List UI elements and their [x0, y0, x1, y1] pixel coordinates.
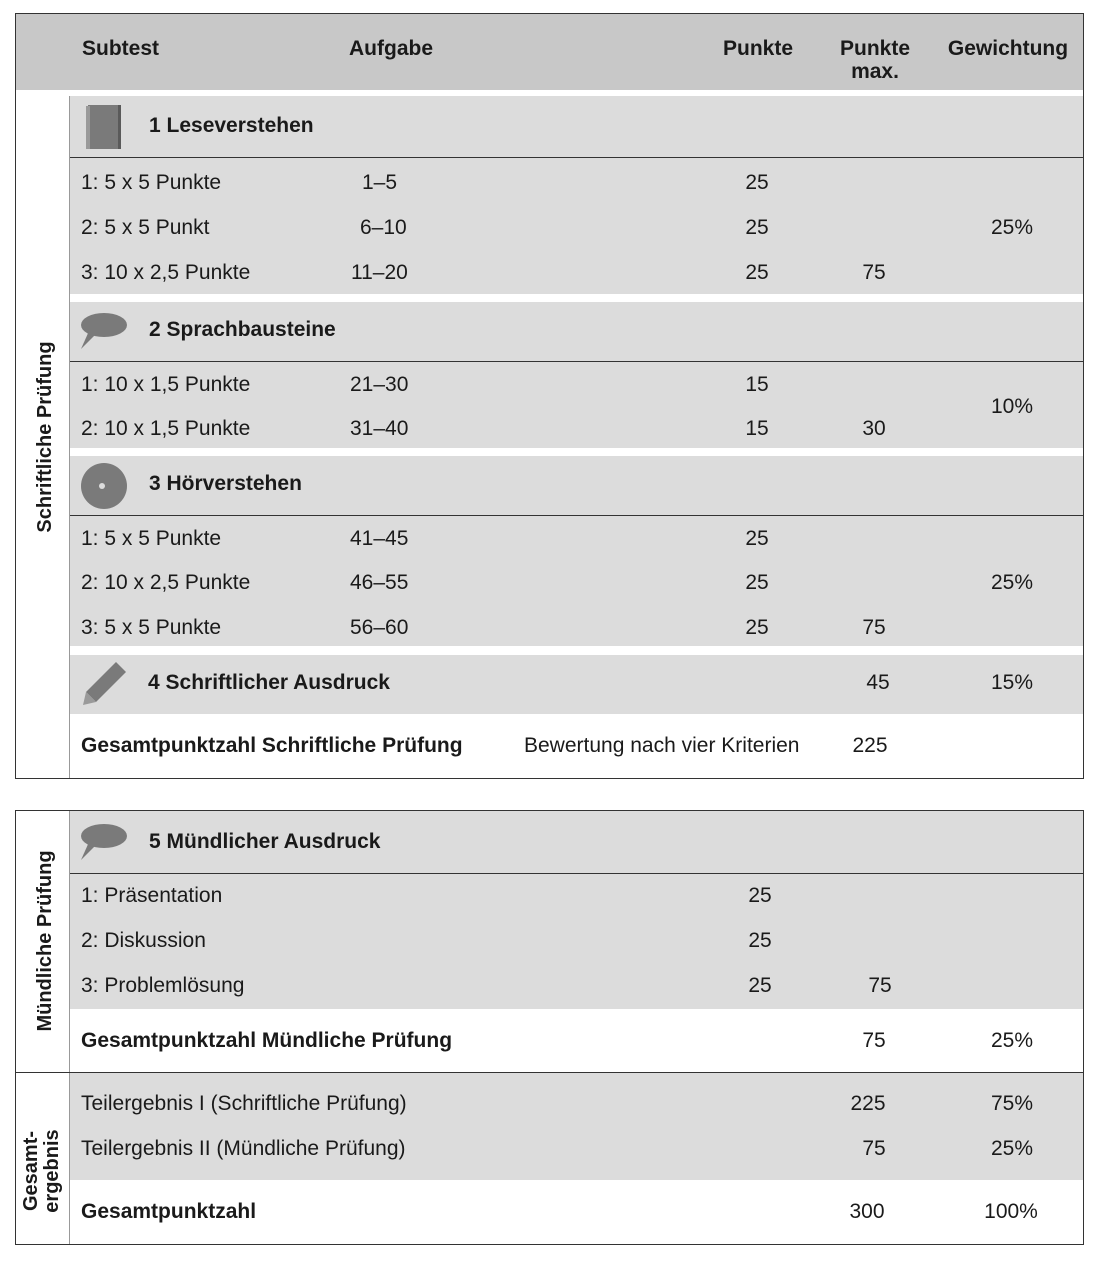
section-divider [70, 361, 1083, 362]
row-punkte: 25 [745, 216, 769, 239]
teilergebnis-row-gewichtung: 75% [990, 1092, 1034, 1115]
header-punkte: Punkte [722, 37, 793, 60]
row-subtest: 3: 5 x 5 Punkte [81, 616, 222, 639]
speech-bubble-icon [79, 822, 129, 862]
row-punkte: 25 [748, 884, 772, 907]
side-label-oral: Mündliche Prüfung [34, 850, 56, 1032]
section-divider [70, 515, 1083, 516]
speech-bubble-icon [79, 311, 129, 351]
side-label-total [21, 1106, 69, 1236]
cd-icon [80, 462, 128, 510]
row-punkte: 15 [745, 417, 769, 440]
section-title-hoerverstehen: 3 Hörverstehen [149, 472, 302, 495]
section-divider [70, 873, 1083, 874]
teilergebnis-row-label: Teilergebnis I (Schriftliche Prüfung) [81, 1092, 407, 1115]
grand-total-value: 300 [849, 1200, 885, 1223]
row-subtest: 1: 10 x 1,5 Punkte [81, 373, 251, 396]
section-title-leseverstehen: 1 Leseverstehen [149, 114, 314, 137]
total-oral-value: 75 [862, 1029, 886, 1052]
section-max: 75 [862, 616, 886, 639]
row-subtest: 2: Diskussion [81, 929, 206, 952]
row-punkte: 25 [748, 974, 772, 997]
pencil-icon [82, 660, 128, 706]
row-punkte: 25 [745, 171, 769, 194]
section-max: 75 [868, 974, 892, 997]
section-max: 30 [862, 417, 886, 440]
row-aufgabe: 1–5 [362, 171, 398, 194]
row-subtest: 2: 10 x 1,5 Punkte [81, 417, 251, 440]
section-gewichtung: 10% [990, 395, 1034, 418]
row-punkte: 15 [745, 373, 769, 396]
section-title-muendlich: 5 Mündlicher Ausdruck [149, 830, 381, 853]
row-aufgabe: 56–60 [350, 616, 409, 639]
row-aufgabe: 21–30 [350, 373, 409, 396]
row-aufgabe: 11–20 [351, 261, 408, 284]
row-subtest: 3: Problemlösung [81, 974, 245, 997]
side-label-total-line1: Gesamt- [20, 1130, 42, 1212]
side-label-written: Schriftliche Prüfung [34, 341, 56, 533]
grand-total-gewichtung: 100% [984, 1200, 1038, 1223]
row-subtest: 2: 10 x 2,5 Punkte [81, 571, 251, 594]
row-aufgabe: 46–55 [350, 571, 409, 594]
section-gewichtung: 15% [990, 671, 1034, 694]
row-punkte: 25 [745, 571, 769, 594]
total-written-note: Bewertung nach vier Kriterien [524, 734, 800, 757]
section-max: 75 [862, 261, 886, 284]
row-punkte: 25 [745, 261, 769, 284]
row-subtest: 1: 5 x 5 Punkte [81, 171, 222, 194]
row-aufgabe: 41–45 [350, 527, 409, 550]
teilergebnis-row-gewichtung: 25% [990, 1137, 1034, 1160]
section-gewichtung: 25% [990, 216, 1034, 239]
header-aufgabe: Aufgabe [349, 37, 433, 60]
teilergebnis-row-value: 75 [862, 1137, 886, 1160]
row-punkte: 25 [748, 929, 772, 952]
row-subtest: 1: Präsentation [81, 884, 223, 907]
row-subtest: 2: 5 x 5 Punkt [81, 216, 210, 239]
row-punkte: 25 [745, 527, 769, 550]
section-gesamtergebnis [70, 1073, 1083, 1180]
row-subtest: 1: 5 x 5 Punkte [81, 527, 222, 550]
header-subtest: Subtest [82, 37, 160, 60]
header-punkte-max-line1: Punkte [839, 37, 910, 60]
teilergebnis-row-label: Teilergebnis II (Mündliche Prüfung) [81, 1137, 406, 1160]
section-title-ausdruck: 4 Schriftlicher Ausdruck [148, 671, 390, 694]
section-title-sprachbausteine: 2 Sprachbausteine [149, 318, 336, 341]
section-divider [70, 157, 1083, 158]
row-aufgabe: 31–40 [350, 417, 409, 440]
header-punkte-max-line2: max. [851, 60, 899, 83]
section-max: 45 [866, 671, 890, 694]
total-oral-label: Gesamtpunktzahl Mündliche Prüfung [81, 1029, 453, 1052]
total-written-label: Gesamtpunktzahl Schriftliche Prüfung [81, 734, 463, 757]
total-oral-gewichtung: 25% [990, 1029, 1034, 1052]
section-gewichtung: 25% [990, 571, 1034, 594]
row-aufgabe: 6–10 [360, 216, 407, 239]
side-label-total-line2: ergebnis [41, 1129, 63, 1213]
teilergebnis-row-value: 225 [850, 1092, 886, 1115]
row-punkte: 25 [745, 616, 769, 639]
book-icon [84, 103, 124, 151]
row-subtest: 3: 10 x 2,5 Punkte [81, 261, 251, 284]
total-written-value: 225 [852, 734, 888, 757]
grand-total-label: Gesamtpunktzahl [81, 1200, 257, 1223]
header-gewichtung: Gewichtung [947, 37, 1069, 60]
